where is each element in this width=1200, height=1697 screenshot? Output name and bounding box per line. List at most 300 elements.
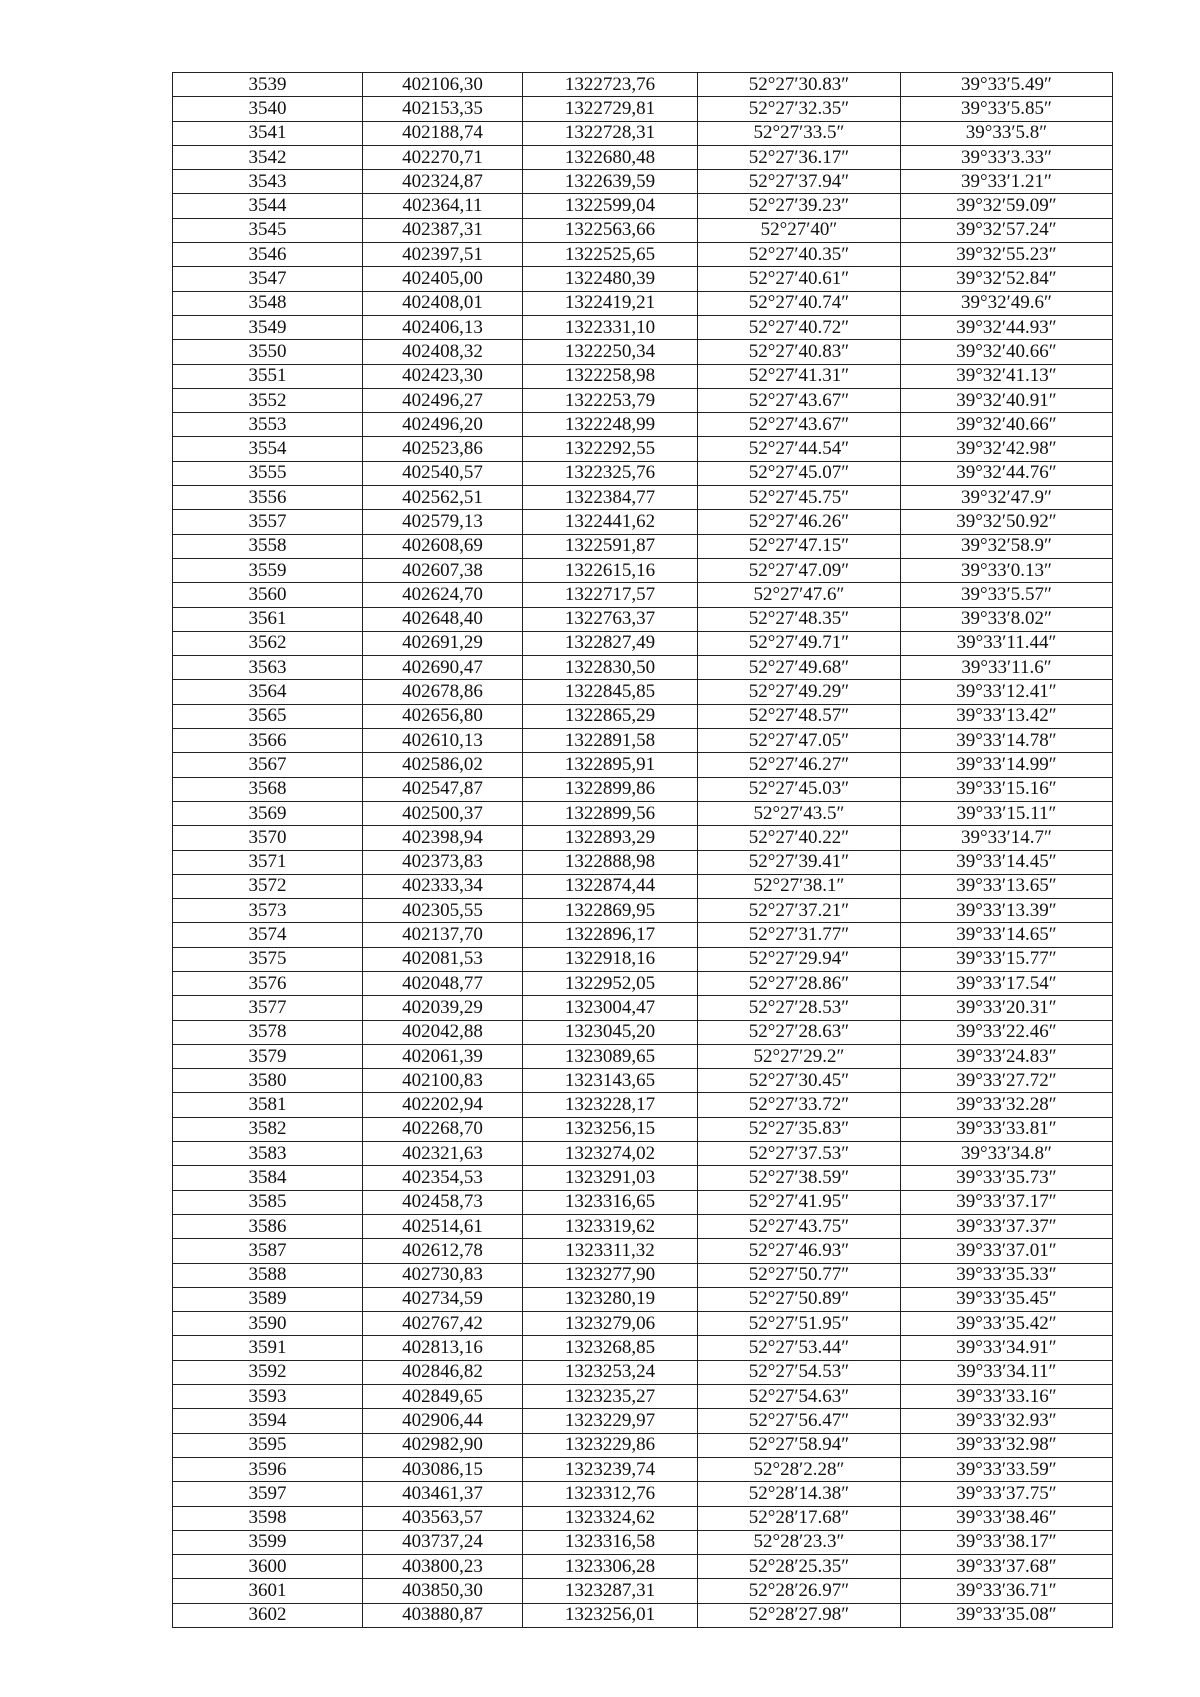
x-coordinate-cell: 402398,94 [363,826,523,850]
longitude-cell: 39°33′37.75″ [901,1482,1113,1506]
x-coordinate-cell: 402406,13 [363,315,523,339]
y-coordinate-cell: 1322865,29 [523,704,698,728]
latitude-cell: 52°27′49.29″ [698,680,901,704]
table-row [173,291,1113,315]
latitude-cell: 52°27′43.67″ [698,413,901,437]
latitude-cell: 52°27′29.94″ [698,947,901,971]
y-coordinate-cell: 1322869,95 [523,899,698,923]
point-number-cell: 3594 [173,1409,363,1433]
x-coordinate-cell: 402106,30 [363,73,523,97]
x-coordinate-cell: 402523,86 [363,437,523,461]
table-row [173,315,1113,339]
point-number-cell: 3593 [173,1385,363,1409]
point-number-cell: 3570 [173,826,363,850]
longitude-cell: 39°33′15.16″ [901,777,1113,801]
point-number-cell: 3585 [173,1190,363,1214]
point-number-cell: 3568 [173,777,363,801]
y-coordinate-cell: 1323228,17 [523,1093,698,1117]
table-row [173,923,1113,947]
latitude-cell: 52°27′45.03″ [698,777,901,801]
table-row [173,1530,1113,1554]
point-number-cell: 3541 [173,121,363,145]
latitude-cell: 52°27′47.15″ [698,534,901,558]
table-row [173,1360,1113,1384]
point-number-cell: 3566 [173,729,363,753]
point-number-cell: 3555 [173,461,363,485]
table-row [173,461,1113,485]
x-coordinate-cell: 402321,63 [363,1142,523,1166]
point-number-cell: 3550 [173,340,363,364]
longitude-cell: 39°33′32.93″ [901,1409,1113,1433]
y-coordinate-cell: 1322896,17 [523,923,698,947]
longitude-cell: 39°32′52.84″ [901,267,1113,291]
latitude-cell: 52°28′23.3″ [698,1530,901,1554]
latitude-cell: 52°27′40.72″ [698,315,901,339]
point-number-cell: 3574 [173,923,363,947]
table-row [173,364,1113,388]
table-row [173,656,1113,680]
point-number-cell: 3547 [173,267,363,291]
longitude-cell: 39°32′42.98″ [901,437,1113,461]
x-coordinate-cell: 402324,87 [363,170,523,194]
latitude-cell: 52°27′44.54″ [698,437,901,461]
latitude-cell: 52°27′28.86″ [698,971,901,995]
longitude-cell: 39°33′34.8″ [901,1142,1113,1166]
latitude-cell: 52°27′56.47″ [698,1409,901,1433]
table-row [173,267,1113,291]
y-coordinate-cell: 1322827,49 [523,631,698,655]
longitude-cell: 39°33′14.99″ [901,753,1113,777]
longitude-cell: 39°33′33.59″ [901,1457,1113,1481]
longitude-cell: 39°32′41.13″ [901,364,1113,388]
y-coordinate-cell: 1322250,34 [523,340,698,364]
point-number-cell: 3583 [173,1142,363,1166]
latitude-cell: 52°27′46.93″ [698,1239,901,1263]
x-coordinate-cell: 402042,88 [363,1020,523,1044]
latitude-cell: 52°28′2.28″ [698,1457,901,1481]
table-row [173,971,1113,995]
table-row [173,510,1113,534]
x-coordinate-cell: 402849,65 [363,1385,523,1409]
y-coordinate-cell: 1322728,31 [523,121,698,145]
point-number-cell: 3552 [173,388,363,412]
point-number-cell: 3592 [173,1360,363,1384]
x-coordinate-cell: 403800,23 [363,1555,523,1579]
longitude-cell: 39°33′15.77″ [901,947,1113,971]
longitude-cell: 39°33′14.45″ [901,850,1113,874]
point-number-cell: 3587 [173,1239,363,1263]
table-row [173,1214,1113,1238]
point-number-cell: 3600 [173,1555,363,1579]
x-coordinate-cell: 402540,57 [363,461,523,485]
latitude-cell: 52°27′28.63″ [698,1020,901,1044]
point-number-cell: 3584 [173,1166,363,1190]
longitude-cell: 39°33′14.7″ [901,826,1113,850]
x-coordinate-cell: 402496,20 [363,413,523,437]
latitude-cell: 52°27′53.44″ [698,1336,901,1360]
latitude-cell: 52°27′30.83″ [698,73,901,97]
longitude-cell: 39°33′27.72″ [901,1069,1113,1093]
longitude-cell: 39°33′15.11″ [901,801,1113,825]
longitude-cell: 39°33′22.46″ [901,1020,1113,1044]
y-coordinate-cell: 1322615,16 [523,558,698,582]
point-number-cell: 3560 [173,583,363,607]
x-coordinate-cell: 402405,00 [363,267,523,291]
y-coordinate-cell: 1323089,65 [523,1044,698,1068]
point-number-cell: 3580 [173,1069,363,1093]
y-coordinate-cell: 1322899,56 [523,801,698,825]
y-coordinate-cell: 1322331,10 [523,315,698,339]
latitude-cell: 52°27′43.75″ [698,1214,901,1238]
y-coordinate-cell: 1322525,65 [523,243,698,267]
longitude-cell: 39°33′5.57″ [901,583,1113,607]
longitude-cell: 39°32′59.09″ [901,194,1113,218]
y-coordinate-cell: 1323253,24 [523,1360,698,1384]
table-row [173,1579,1113,1603]
point-number-cell: 3545 [173,218,363,242]
point-number-cell: 3575 [173,947,363,971]
latitude-cell: 52°27′33.5″ [698,121,901,145]
x-coordinate-cell: 402579,13 [363,510,523,534]
y-coordinate-cell: 1322384,77 [523,486,698,510]
y-coordinate-cell: 1323279,06 [523,1312,698,1336]
latitude-cell: 52°27′40″ [698,218,901,242]
point-number-cell: 3543 [173,170,363,194]
x-coordinate-cell: 402188,74 [363,121,523,145]
point-number-cell: 3586 [173,1214,363,1238]
y-coordinate-cell: 1322480,39 [523,267,698,291]
table-row [173,486,1113,510]
x-coordinate-cell: 403086,15 [363,1457,523,1481]
longitude-cell: 39°33′33.16″ [901,1385,1113,1409]
longitude-cell: 39°33′13.42″ [901,704,1113,728]
latitude-cell: 52°27′37.94″ [698,170,901,194]
latitude-cell: 52°28′26.97″ [698,1579,901,1603]
x-coordinate-cell: 402397,51 [363,243,523,267]
table-row [173,413,1113,437]
point-number-cell: 3601 [173,1579,363,1603]
x-coordinate-cell: 402608,69 [363,534,523,558]
point-number-cell: 3571 [173,850,363,874]
y-coordinate-cell: 1323291,03 [523,1166,698,1190]
x-coordinate-cell: 402562,51 [363,486,523,510]
y-coordinate-cell: 1323256,15 [523,1117,698,1141]
y-coordinate-cell: 1323045,20 [523,1020,698,1044]
table-row [173,121,1113,145]
x-coordinate-cell: 402423,30 [363,364,523,388]
x-coordinate-cell: 402691,29 [363,631,523,655]
longitude-cell: 39°33′38.17″ [901,1530,1113,1554]
point-number-cell: 3577 [173,996,363,1020]
point-number-cell: 3548 [173,291,363,315]
longitude-cell: 39°33′37.37″ [901,1214,1113,1238]
longitude-cell: 39°32′50.92″ [901,510,1113,534]
x-coordinate-cell: 402612,78 [363,1239,523,1263]
latitude-cell: 52°28′17.68″ [698,1506,901,1530]
latitude-cell: 52°27′47.6″ [698,583,901,607]
x-coordinate-cell: 402678,86 [363,680,523,704]
x-coordinate-cell: 402730,83 [363,1263,523,1287]
x-coordinate-cell: 402624,70 [363,583,523,607]
latitude-cell: 52°27′38.59″ [698,1166,901,1190]
longitude-cell: 39°33′5.8″ [901,121,1113,145]
table-row [173,1482,1113,1506]
longitude-cell: 39°33′32.28″ [901,1093,1113,1117]
table-row [173,996,1113,1020]
latitude-cell: 52°27′48.57″ [698,704,901,728]
x-coordinate-cell: 402364,11 [363,194,523,218]
table-row [173,1142,1113,1166]
latitude-cell: 52°27′30.45″ [698,1069,901,1093]
x-coordinate-cell: 402734,59 [363,1287,523,1311]
table-row [173,826,1113,850]
table-row [173,218,1113,242]
y-coordinate-cell: 1322893,29 [523,826,698,850]
longitude-cell: 39°33′35.08″ [901,1603,1113,1627]
x-coordinate-cell: 402690,47 [363,656,523,680]
x-coordinate-cell: 402387,31 [363,218,523,242]
latitude-cell: 52°27′40.61″ [698,267,901,291]
y-coordinate-cell: 1323306,28 [523,1555,698,1579]
table-row [173,1020,1113,1044]
x-coordinate-cell: 402039,29 [363,996,523,1020]
y-coordinate-cell: 1323143,65 [523,1069,698,1093]
x-coordinate-cell: 402846,82 [363,1360,523,1384]
point-number-cell: 3579 [173,1044,363,1068]
longitude-cell: 39°33′35.73″ [901,1166,1113,1190]
longitude-cell: 39°33′24.83″ [901,1044,1113,1068]
table-row [173,801,1113,825]
longitude-cell: 39°32′47.9″ [901,486,1113,510]
table-row [173,437,1113,461]
latitude-cell: 52°27′50.89″ [698,1287,901,1311]
point-number-cell: 3549 [173,315,363,339]
longitude-cell: 39°33′12.41″ [901,680,1113,704]
longitude-cell: 39°33′34.91″ [901,1336,1113,1360]
point-number-cell: 3561 [173,607,363,631]
latitude-cell: 52°27′46.26″ [698,510,901,534]
table-row [173,194,1113,218]
table-row [173,73,1113,97]
y-coordinate-cell: 1322723,76 [523,73,698,97]
table-row [173,1239,1113,1263]
longitude-cell: 39°33′14.65″ [901,923,1113,947]
table-row [173,1457,1113,1481]
longitude-cell: 39°32′58.9″ [901,534,1113,558]
latitude-cell: 52°27′37.53″ [698,1142,901,1166]
x-coordinate-cell: 403737,24 [363,1530,523,1554]
latitude-cell: 52°27′40.74″ [698,291,901,315]
point-number-cell: 3551 [173,364,363,388]
latitude-cell: 52°27′41.95″ [698,1190,901,1214]
point-number-cell: 3563 [173,656,363,680]
y-coordinate-cell: 1322845,85 [523,680,698,704]
longitude-cell: 39°32′44.93″ [901,315,1113,339]
latitude-cell: 52°28′25.35″ [698,1555,901,1579]
latitude-cell: 52°27′35.83″ [698,1117,901,1141]
y-coordinate-cell: 1322830,50 [523,656,698,680]
point-number-cell: 3573 [173,899,363,923]
point-number-cell: 3562 [173,631,363,655]
y-coordinate-cell: 1322441,62 [523,510,698,534]
y-coordinate-cell: 1322639,59 [523,170,698,194]
y-coordinate-cell: 1322918,16 [523,947,698,971]
x-coordinate-cell: 402061,39 [363,1044,523,1068]
table-row [173,534,1113,558]
x-coordinate-cell: 402458,73 [363,1190,523,1214]
x-coordinate-cell: 402514,61 [363,1214,523,1238]
longitude-cell: 39°33′35.33″ [901,1263,1113,1287]
point-number-cell: 3596 [173,1457,363,1481]
point-number-cell: 3591 [173,1336,363,1360]
table-row [173,777,1113,801]
table-row [173,729,1113,753]
x-coordinate-cell: 402496,27 [363,388,523,412]
point-number-cell: 3598 [173,1506,363,1530]
longitude-cell: 39°32′40.91″ [901,388,1113,412]
x-coordinate-cell: 402906,44 [363,1409,523,1433]
latitude-cell: 52°27′49.71″ [698,631,901,655]
table-row [173,607,1113,631]
point-number-cell: 3542 [173,145,363,169]
latitude-cell: 52°27′54.53″ [698,1360,901,1384]
latitude-cell: 52°27′54.63″ [698,1385,901,1409]
table-row [173,753,1113,777]
x-coordinate-cell: 402500,37 [363,801,523,825]
x-coordinate-cell: 403880,87 [363,1603,523,1627]
y-coordinate-cell: 1323256,01 [523,1603,698,1627]
longitude-cell: 39°33′13.65″ [901,874,1113,898]
longitude-cell: 39°32′57.24″ [901,218,1113,242]
y-coordinate-cell: 1322891,58 [523,729,698,753]
longitude-cell: 39°33′8.02″ [901,607,1113,631]
x-coordinate-cell: 402982,90 [363,1433,523,1457]
latitude-cell: 52°27′40.83″ [698,340,901,364]
longitude-cell: 39°33′13.39″ [901,899,1113,923]
x-coordinate-cell: 402100,83 [363,1069,523,1093]
latitude-cell: 52°27′40.22″ [698,826,901,850]
latitude-cell: 52°27′58.94″ [698,1433,901,1457]
longitude-cell: 39°32′55.23″ [901,243,1113,267]
latitude-cell: 52°27′50.77″ [698,1263,901,1287]
point-number-cell: 3554 [173,437,363,461]
y-coordinate-cell: 1323316,65 [523,1190,698,1214]
y-coordinate-cell: 1323235,27 [523,1385,698,1409]
point-number-cell: 3540 [173,97,363,121]
x-coordinate-cell: 402048,77 [363,971,523,995]
table-row [173,1506,1113,1530]
table-row [173,1117,1113,1141]
point-number-cell: 3590 [173,1312,363,1336]
table-row [173,1263,1113,1287]
table-row [173,145,1113,169]
y-coordinate-cell: 1322895,91 [523,753,698,777]
longitude-cell: 39°32′44.76″ [901,461,1113,485]
y-coordinate-cell: 1322599,04 [523,194,698,218]
y-coordinate-cell: 1323316,58 [523,1530,698,1554]
y-coordinate-cell: 1323311,32 [523,1239,698,1263]
y-coordinate-cell: 1323239,74 [523,1457,698,1481]
table-row [173,947,1113,971]
latitude-cell: 52°27′36.17″ [698,145,901,169]
longitude-cell: 39°33′37.17″ [901,1190,1113,1214]
x-coordinate-cell: 402586,02 [363,753,523,777]
table-row [173,1385,1113,1409]
y-coordinate-cell: 1322899,86 [523,777,698,801]
x-coordinate-cell: 402547,87 [363,777,523,801]
table-row [173,1336,1113,1360]
x-coordinate-cell: 402373,83 [363,850,523,874]
table-row [173,583,1113,607]
table-row [173,170,1113,194]
table-row [173,874,1113,898]
table-row [173,1093,1113,1117]
table-row [173,899,1113,923]
latitude-cell: 52°27′49.68″ [698,656,901,680]
y-coordinate-cell: 1322253,79 [523,388,698,412]
latitude-cell: 52°27′47.09″ [698,558,901,582]
latitude-cell: 52°27′40.35″ [698,243,901,267]
coordinates-table [172,72,1113,1628]
table-row [173,1166,1113,1190]
latitude-cell: 52°27′48.35″ [698,607,901,631]
latitude-cell: 52°28′27.98″ [698,1603,901,1627]
y-coordinate-cell: 1323287,31 [523,1579,698,1603]
latitude-cell: 52°27′43.67″ [698,388,901,412]
point-number-cell: 3546 [173,243,363,267]
longitude-cell: 39°33′5.85″ [901,97,1113,121]
y-coordinate-cell: 1323268,85 [523,1336,698,1360]
point-number-cell: 3572 [173,874,363,898]
x-coordinate-cell: 402607,38 [363,558,523,582]
point-number-cell: 3553 [173,413,363,437]
longitude-cell: 39°33′38.46″ [901,1506,1113,1530]
y-coordinate-cell: 1323274,02 [523,1142,698,1166]
y-coordinate-cell: 1322248,99 [523,413,698,437]
y-coordinate-cell: 1322729,81 [523,97,698,121]
x-coordinate-cell: 402408,32 [363,340,523,364]
y-coordinate-cell: 1322952,05 [523,971,698,995]
latitude-cell: 52°27′45.07″ [698,461,901,485]
x-coordinate-cell: 402648,40 [363,607,523,631]
longitude-cell: 39°33′11.44″ [901,631,1113,655]
point-number-cell: 3558 [173,534,363,558]
y-coordinate-cell: 1323324,62 [523,1506,698,1530]
point-number-cell: 3564 [173,680,363,704]
longitude-cell: 39°33′17.54″ [901,971,1113,995]
y-coordinate-cell: 1323004,47 [523,996,698,1020]
y-coordinate-cell: 1322888,98 [523,850,698,874]
point-number-cell: 3557 [173,510,363,534]
table-row [173,558,1113,582]
longitude-cell: 39°33′32.98″ [901,1433,1113,1457]
latitude-cell: 52°28′14.38″ [698,1482,901,1506]
x-coordinate-cell: 402202,94 [363,1093,523,1117]
point-number-cell: 3576 [173,971,363,995]
table-row [173,704,1113,728]
point-number-cell: 3602 [173,1603,363,1627]
table-row [173,1044,1113,1068]
x-coordinate-cell: 403461,37 [363,1482,523,1506]
longitude-cell: 39°33′5.49″ [901,73,1113,97]
table-row [173,1409,1113,1433]
table-row [173,850,1113,874]
y-coordinate-cell: 1322258,98 [523,364,698,388]
x-coordinate-cell: 402137,70 [363,923,523,947]
longitude-cell: 39°33′1.21″ [901,170,1113,194]
longitude-cell: 39°32′49.6″ [901,291,1113,315]
latitude-cell: 52°27′45.75″ [698,486,901,510]
